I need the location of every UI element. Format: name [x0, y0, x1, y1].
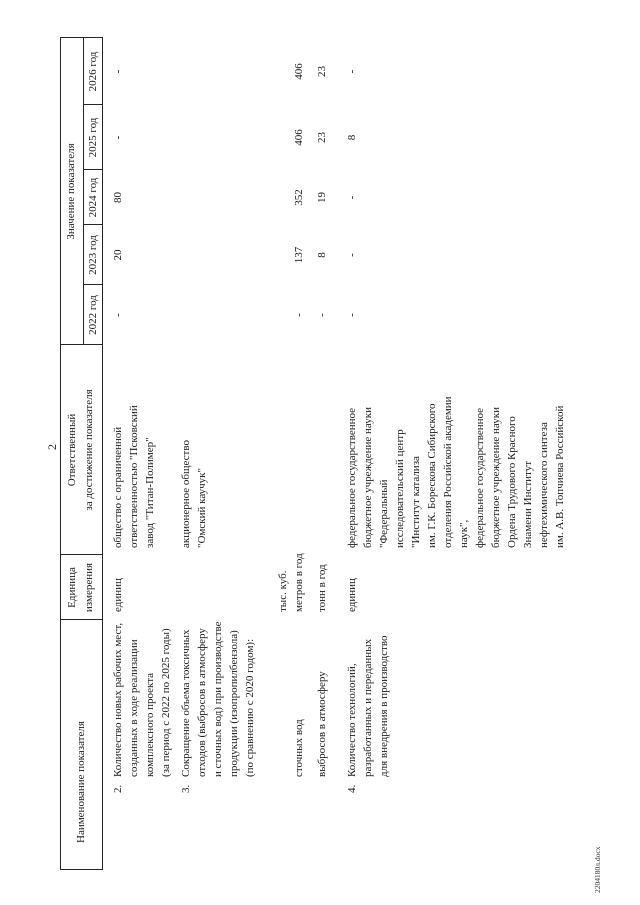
responsible-line: Знамени Институт — [522, 460, 534, 548]
value-2024: - — [346, 195, 358, 200]
value-2026: - — [346, 69, 358, 74]
value-2024: 19 — [316, 192, 328, 203]
header-responsible-line: за достижение показателя — [83, 389, 95, 511]
header-year-2024: 2024 год — [87, 177, 99, 218]
value-2026: - — [112, 69, 124, 74]
unit-cell — [275, 553, 307, 612]
responsible-line: завод "Титан-Полимер" — [144, 437, 156, 548]
responsible-line: "Омский каучук" — [196, 467, 208, 548]
indicator-name — [178, 621, 258, 777]
unit-line: тыс. куб. — [277, 570, 289, 612]
responsible-line: "Институт катализа — [410, 456, 422, 548]
responsible-cell — [110, 405, 158, 548]
subrow-name: сточных вод — [293, 719, 305, 777]
indicator-name-line: Количество технологий, — [346, 663, 358, 777]
indicator-name-line: отходов (выбросов в атмосферу — [196, 628, 208, 777]
header-border-bottom — [102, 37, 103, 870]
indicator-name-line: (за период с 2022 по 2025 годы) — [160, 628, 172, 777]
unit-cell: единиц — [112, 578, 124, 612]
value-2022: - — [316, 313, 328, 317]
indicator-name-line: Количество новых рабочих мест, — [112, 622, 124, 777]
indicator-name-line: для внедрения в производство — [378, 635, 390, 777]
value-2023: 8 — [316, 252, 328, 258]
page-number: 2 — [45, 444, 59, 450]
header-indicator-name: Наименование показателя — [75, 721, 87, 843]
indicator-name-line: продукции (изопропилбензола) — [228, 630, 240, 777]
header-unit-line: Единица — [66, 567, 78, 608]
responsible-line: федеральное государственное — [474, 407, 486, 548]
indicator-name-line: созданных в ходе реализации — [128, 639, 140, 777]
file-name-footer: 2204180л.docx — [593, 846, 602, 893]
header-responsible-line: Ответственный — [66, 413, 78, 487]
responsible-cell — [178, 440, 210, 548]
header-year-2025: 2025 год — [87, 117, 99, 158]
row-number: 2. — [112, 784, 124, 793]
value-2023: - — [346, 253, 358, 257]
value-2023: 20 — [112, 249, 124, 261]
responsible-line: бюджетное учреждение науки — [362, 407, 374, 548]
responsible-line: Ордена Трудового Красного — [506, 416, 518, 548]
responsible-cell — [344, 396, 568, 548]
value-2025: 406 — [293, 129, 305, 146]
indicator-name-line: и сточных вод) при производстве — [212, 621, 224, 777]
indicator-name — [344, 635, 392, 777]
responsible-line: акционерное общество — [180, 440, 192, 548]
responsible-line: исследовательский центр — [394, 429, 406, 548]
value-2022: - — [112, 313, 124, 317]
value-2024: 80 — [112, 192, 124, 203]
responsible-line: им. Г.К. Борескова Сибирского — [426, 403, 438, 548]
responsible-line: федеральное государственное — [346, 407, 358, 548]
subrow-name: выбросов в атмосферу — [316, 671, 328, 777]
value-2026: 406 — [293, 63, 305, 80]
unit-cell: тонн в год — [316, 564, 328, 612]
header-years-divider — [83, 37, 84, 345]
header-border-left — [60, 869, 103, 870]
value-2022: - — [346, 313, 358, 317]
responsible-line: ответственностью "Псковский — [128, 405, 140, 548]
indicator-name-line: комплексного проекта — [144, 672, 156, 777]
value-2024: 352 — [293, 189, 305, 206]
header-year-2022: 2022 год — [87, 295, 99, 335]
value-2025: - — [112, 135, 124, 140]
unit-cell: единиц — [346, 578, 358, 612]
header-unit-line: измерения — [83, 562, 95, 613]
header-border-top — [60, 37, 61, 870]
responsible-line: "Федеральный — [378, 479, 390, 548]
responsible-line: наук", — [458, 519, 470, 548]
responsible-line: нефтехимического синтеза — [538, 422, 550, 548]
indicator-name-line: Сокращение объема токсичных — [180, 629, 192, 777]
indicator-name — [110, 623, 174, 777]
responsible-line: бюджетное учреждение науки — [490, 407, 502, 548]
value-2023: 137 — [293, 246, 305, 264]
indicator-name-line: (по сравнению с 2020 годом): — [244, 638, 256, 777]
row-number: 4. — [346, 784, 358, 793]
unit-line: метров в год — [293, 553, 305, 612]
value-2026: 23 — [316, 66, 328, 77]
row-number: 3. — [180, 784, 192, 793]
indicator-name-line: разработанных и переданных — [362, 638, 374, 777]
header-year-2023: 2023 год — [87, 235, 99, 275]
header-values-title: Значение показателя — [65, 143, 77, 240]
responsible-line: отделения Российской академии — [442, 396, 454, 548]
value-2025: 23 — [316, 132, 328, 143]
header-year-2026: 2026 год — [87, 51, 99, 92]
value-2022: - — [293, 313, 305, 317]
responsible-line: им. А.В. Топчиева Российской — [554, 405, 566, 548]
responsible-line: общество с ограниченной — [112, 426, 124, 548]
value-2025: 8 — [346, 134, 358, 141]
